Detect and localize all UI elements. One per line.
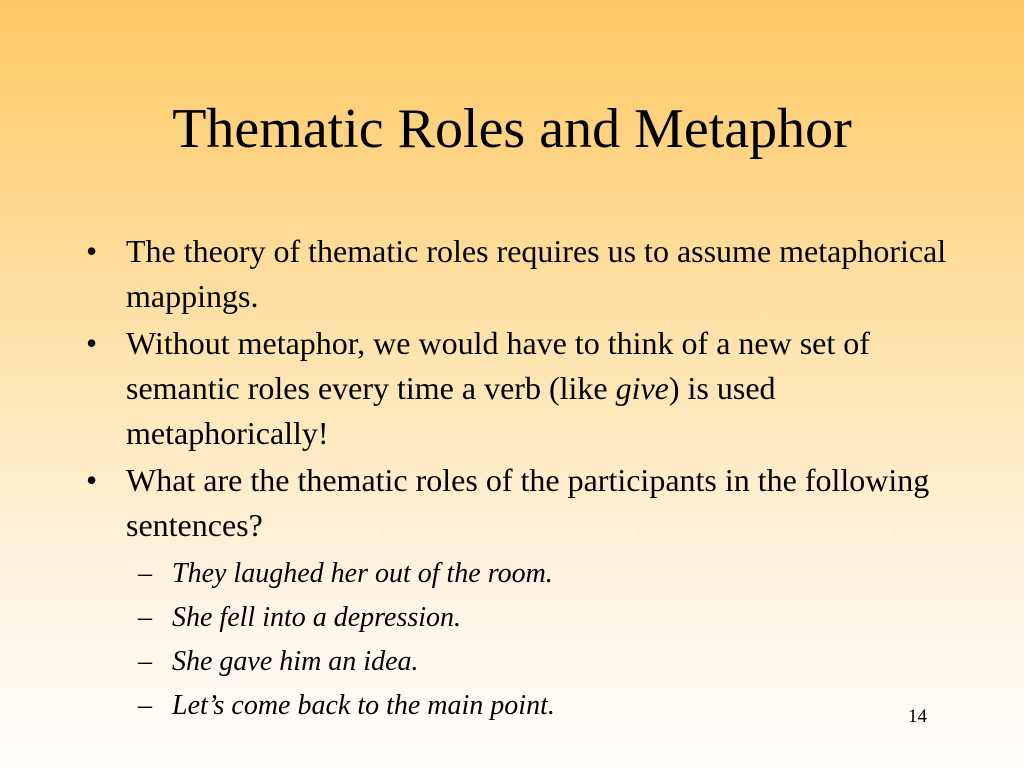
- bullet-text: What are the thematic roles of the participants in the following sentences?: [126, 462, 930, 543]
- example-sentence-text: They laughed her out of the room.: [172, 558, 553, 589]
- example-sentence-list: [80, 552, 960, 728]
- example-sentence: [80, 596, 960, 640]
- example-sentence-text: She gave him an idea.: [172, 646, 419, 677]
- bullet-item: [80, 458, 960, 548]
- dash-marker: –: [138, 558, 152, 589]
- slide-content: [80, 229, 960, 728]
- bullet-item: [80, 321, 960, 456]
- example-sentence-text: She fell into a depression.: [172, 602, 462, 633]
- bullet-text: The theory of thematic roles requires us to assume metaphorical mappings.: [126, 233, 947, 314]
- example-sentence: [80, 552, 960, 596]
- dash-marker: –: [138, 602, 152, 633]
- bullet-marker: •: [86, 233, 98, 269]
- dash-marker: –: [138, 646, 152, 677]
- bullet-marker: •: [86, 325, 98, 361]
- bullet-item: [80, 229, 960, 319]
- example-sentence-text: Let’s come back to the main point.: [172, 690, 555, 721]
- bullet-emphasis: give: [615, 370, 669, 406]
- dash-marker: –: [138, 690, 152, 721]
- example-sentence: [80, 684, 960, 728]
- bullet-text-after: ) is used metaphorically!: [126, 370, 776, 451]
- page-number: 14: [908, 706, 927, 727]
- bullet-marker: •: [86, 462, 98, 498]
- bullet-text-before: Without metaphor, we would have to think of a new set of semantic roles every time a verb (like: [126, 325, 870, 406]
- example-sentence: [80, 640, 960, 684]
- slide-title: Thematic Roles and Metaphor: [172, 98, 852, 160]
